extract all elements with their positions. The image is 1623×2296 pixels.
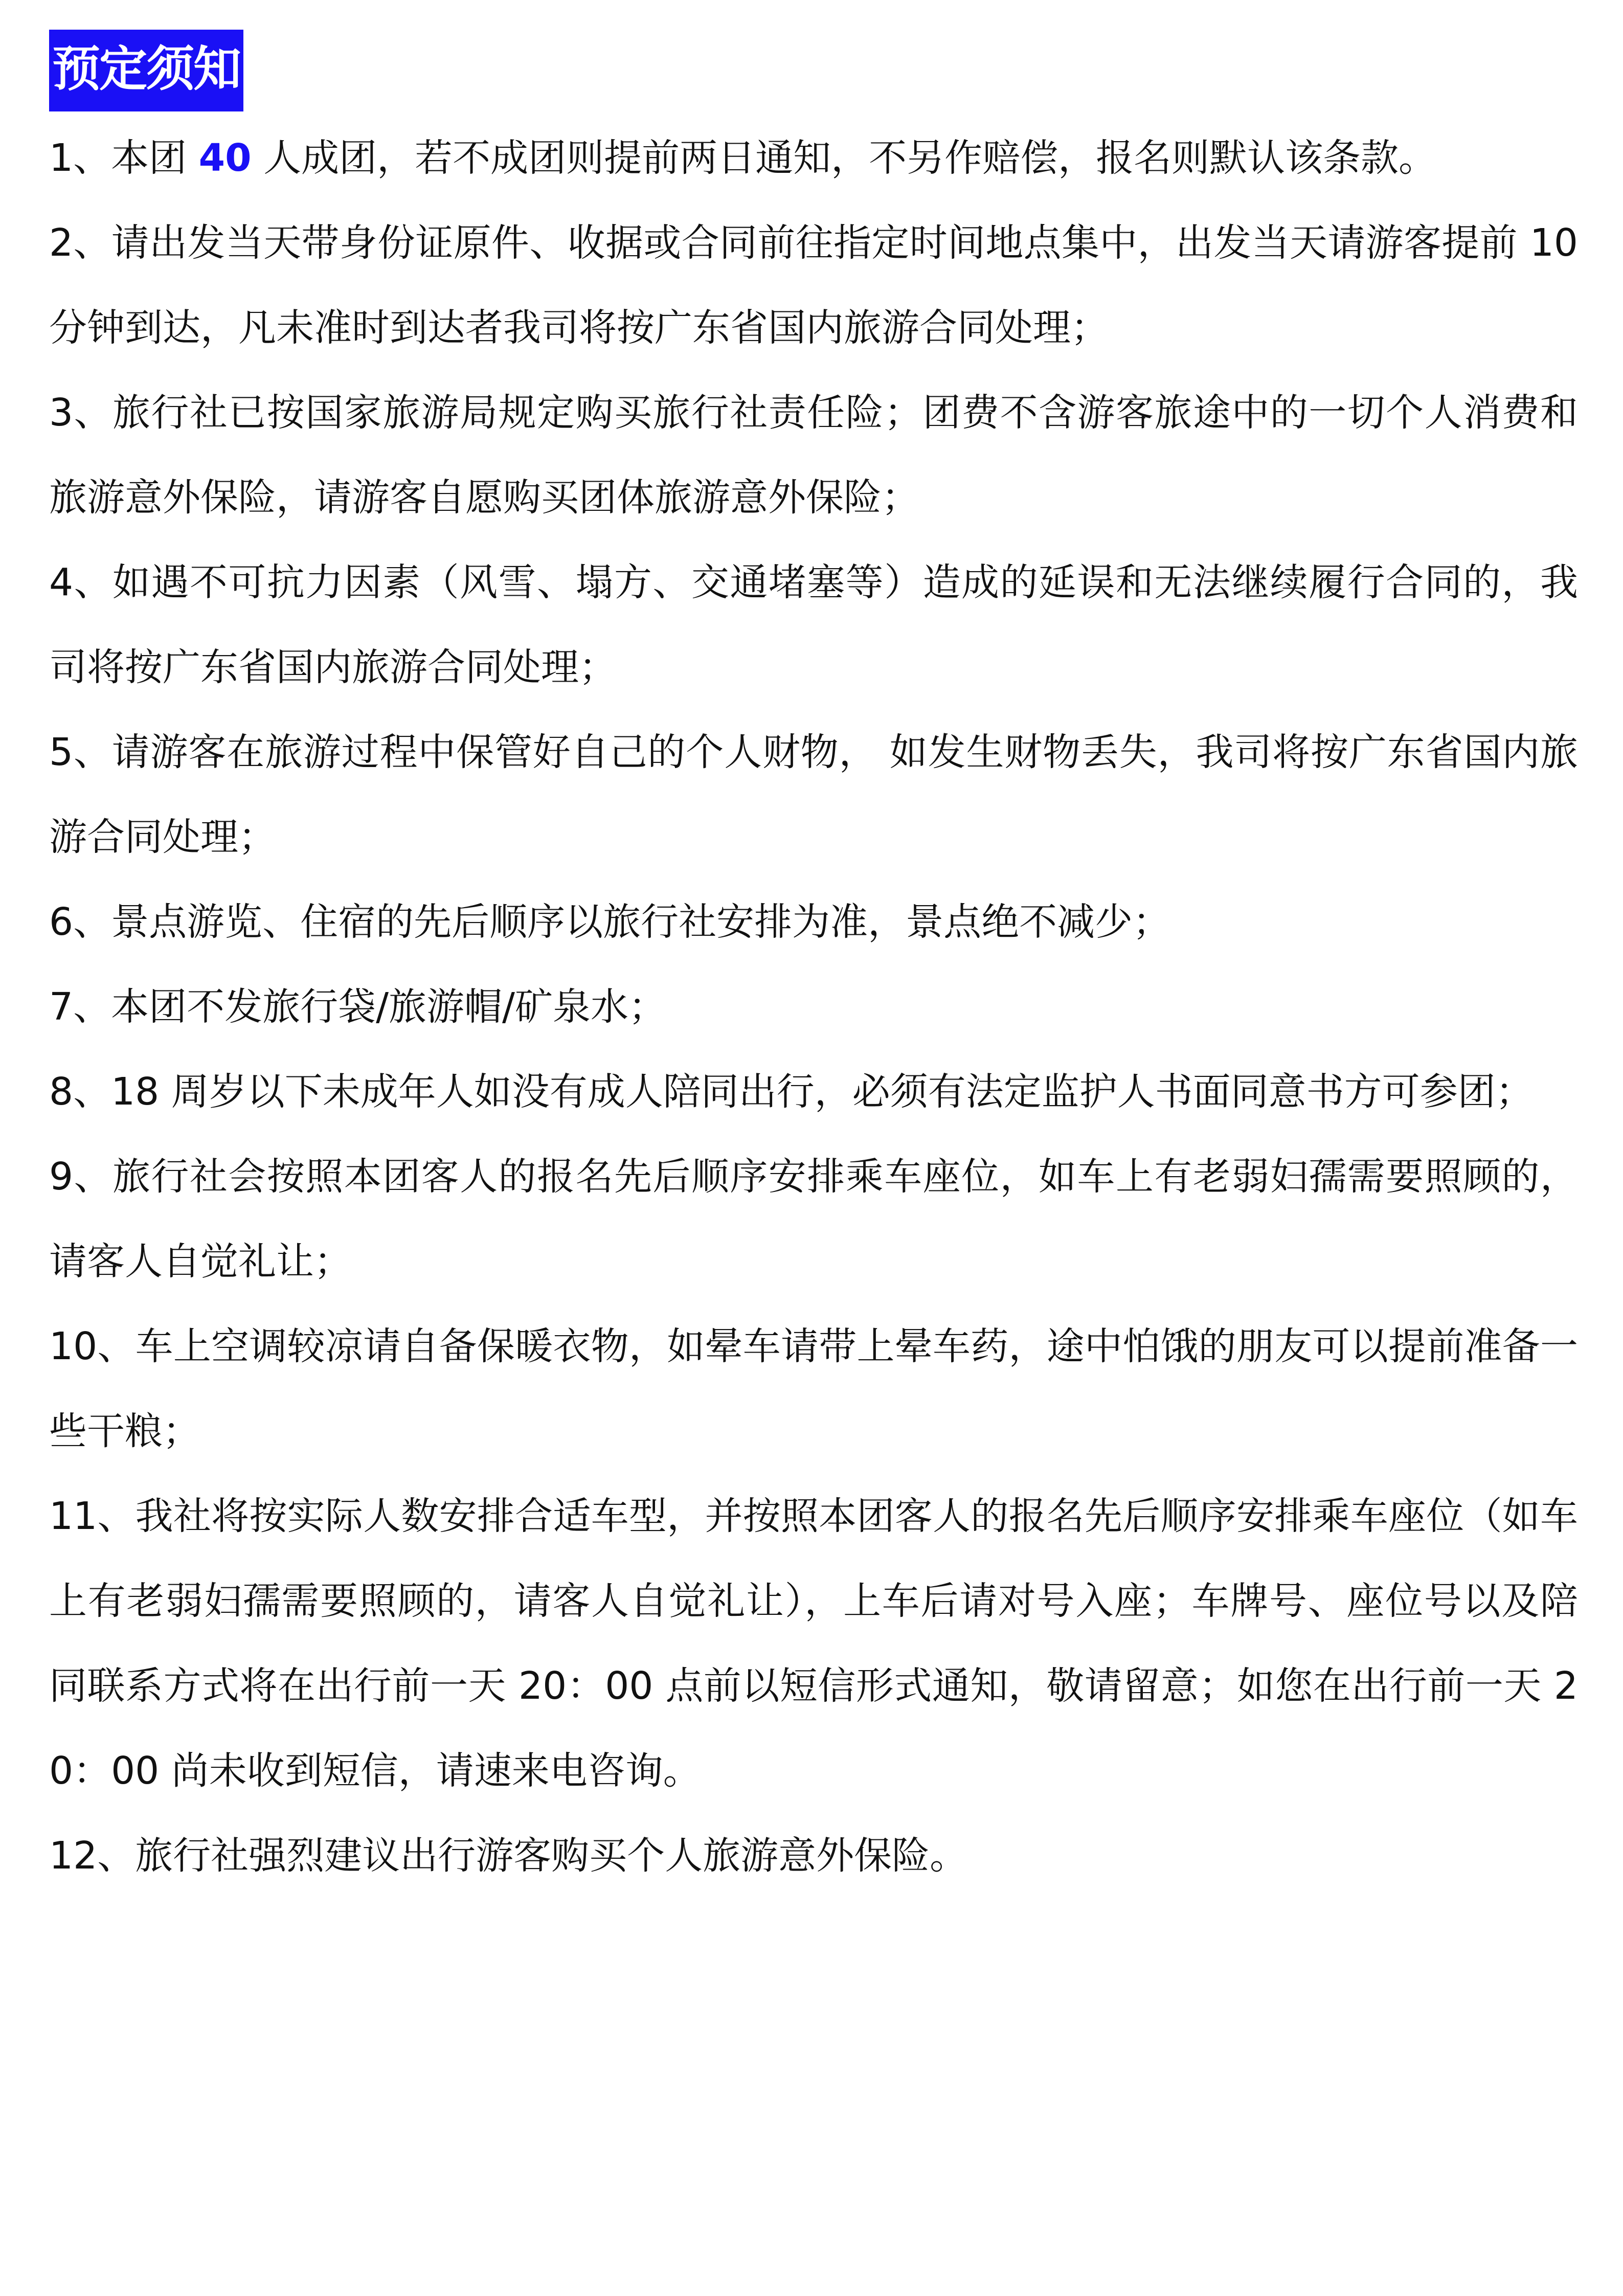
note-item-7: 7、本团不发旅行袋/旅游帽/矿泉水； [49,985,666,1029]
note-item-9: 9、旅行社会按照本团客人的报名先后顺序安排乘车座位，如车上有老弱妇孺需要照顾的，请客人自觉礼让； [49,1155,1578,1284]
note-item-5: 5、请游客在旅游过程中保管好自己的个人财物， 如发生财物丢失，我司将按广东省国内旅游合同处理； [49,730,1578,859]
note-item-1 [49,116,1578,200]
note-item-6: 6、景点游览、住宿的先后顺序以旅行社安排为准，景点绝不减少； [49,900,1171,944]
note-1-prefix: 1、本团 [49,136,199,180]
note-item-4: 4、如遇不可抗力因素（风雪、塌方、交通堵塞等）造成的延误和无法继续履行合同的，我司将按广东省国内旅游合同处理； [49,560,1578,689]
notes-list [49,116,1578,1898]
note-item-12: 12、旅行社强烈建议出行游客购买个人旅游意外保险。 [49,1834,968,1878]
page-title: 预定须知 [49,30,243,111]
note-item-3: 3、旅行社已按国家旅游局规定购买旅行社责任险；团费不含游客旅途中的一切个人消费和旅游意外保险，请游客自愿购买团体旅游意外保险； [49,391,1578,520]
note-item-2: 2、请出发当天带身份证原件、收据或合同前往指定时间地点集中，出发当天请游客提前 10 分钟到达，凡未准时到达者我司将按广东省国内旅游合同处理； [49,221,1578,350]
group-size-highlight: 40 [198,136,252,180]
document-page [49,30,1578,1898]
note-1-suffix: 人成团，若不成团则提前两日通知，不另作赔偿，报名则默认该条款。 [251,136,1437,180]
note-item-10: 10、车上空调较凉请自备保暖衣物，如晕车请带上晕车药，途中怕饿的朋友可以提前准备一些干粮； [49,1324,1578,1453]
note-item-8: 8、18 周岁以下未成年人如没有成人陪同出行，必须有法定监护人书面同意书方可参团； [49,1070,1534,1114]
note-item-11: 11、我社将按实际人数安排合适车型，并按照本团客人的报名先后顺序安排乘车座位（如车上有老弱妇孺需要照顾的，请客人自觉礼让），上车后请对号入座；车牌号、座位号以及陪同联系方式将在出行前一天 20：00 点前以短信形式通知，敬请留意；如您在出行前一天 20：00 尚未收到短信，请速来电咨询。 [49,1494,1578,1793]
